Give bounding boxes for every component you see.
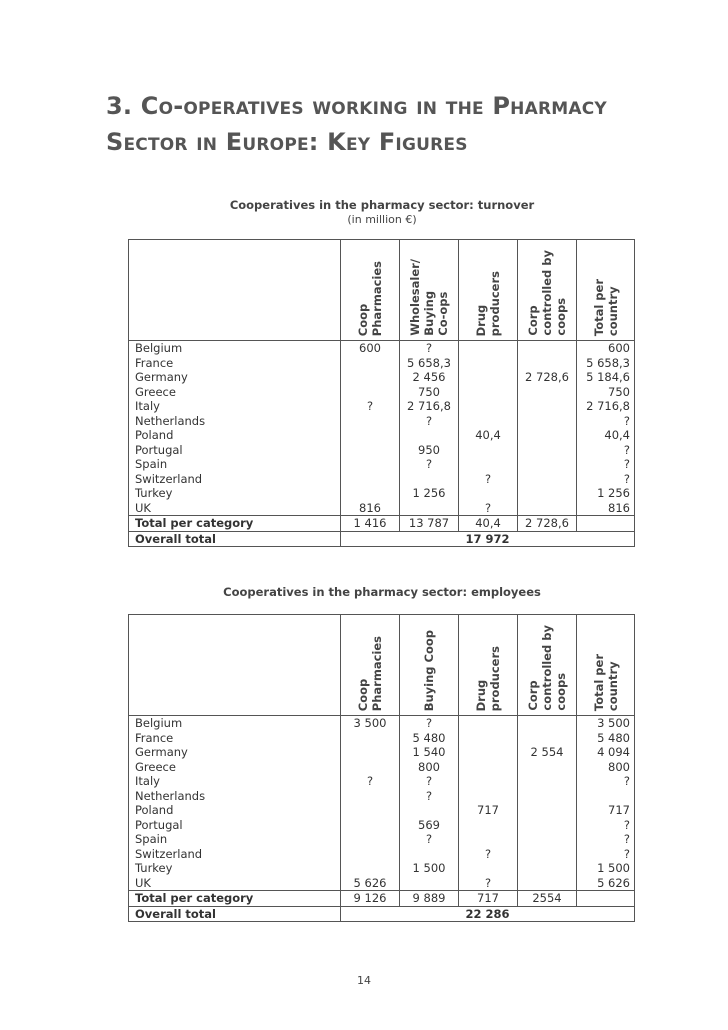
value-cell — [400, 847, 459, 862]
table-row — [129, 774, 635, 789]
value-cell — [341, 486, 400, 501]
value-cell — [518, 443, 577, 458]
total-per-category-cell — [577, 516, 635, 532]
country-cell: Belgium — [129, 716, 341, 731]
country-cell: Switzerland — [129, 472, 341, 487]
country-cell: Switzerland — [129, 847, 341, 862]
table-row — [129, 501, 635, 516]
value-cell — [459, 414, 518, 429]
table-row — [129, 716, 635, 731]
value-cell — [518, 501, 577, 516]
value-cell: 600 — [341, 341, 400, 356]
table-row — [129, 760, 635, 775]
value-cell — [518, 399, 577, 414]
value-cell — [341, 818, 400, 833]
value-cell: 750 — [577, 385, 635, 400]
turnover-table-title: Cooperatives in the pharmacy sector: turnover — [229, 198, 535, 212]
value-cell: 1 256 — [577, 486, 635, 501]
value-cell: ? — [400, 341, 459, 356]
value-cell: 2 716,8 — [577, 399, 635, 414]
value-cell: 5 480 — [577, 731, 635, 746]
table-row — [129, 832, 635, 847]
value-cell — [518, 486, 577, 501]
value-cell: ? — [577, 832, 635, 847]
table-row — [129, 789, 635, 804]
column-header — [341, 615, 400, 716]
value-cell — [459, 443, 518, 458]
value-cell: 1 500 — [577, 861, 635, 876]
value-cell — [400, 501, 459, 516]
table-header-row — [129, 240, 635, 341]
column-header — [459, 240, 518, 341]
value-cell — [459, 832, 518, 847]
value-cell: 600 — [577, 341, 635, 356]
column-header-label: Coop Pharmacies — [356, 635, 384, 711]
value-cell: 40,4 — [459, 428, 518, 443]
column-header-label: Corp controlled by coops — [526, 250, 568, 336]
value-cell: ? — [577, 457, 635, 472]
value-cell: ? — [341, 774, 400, 789]
value-cell: ? — [459, 876, 518, 891]
value-cell — [518, 789, 577, 804]
total-per-category-cell — [577, 891, 635, 907]
value-cell: 4 094 — [577, 745, 635, 760]
country-cell: Netherlands — [129, 414, 341, 429]
value-cell — [459, 731, 518, 746]
total-per-category-cell: 1 416 — [341, 516, 400, 532]
value-cell — [459, 486, 518, 501]
column-header — [577, 240, 635, 341]
value-cell — [459, 745, 518, 760]
table-row — [129, 876, 635, 891]
value-cell — [341, 745, 400, 760]
value-cell — [459, 457, 518, 472]
value-cell — [459, 399, 518, 414]
table-row — [129, 341, 635, 356]
value-cell: 3 500 — [577, 716, 635, 731]
table-row — [129, 818, 635, 833]
value-cell: ? — [400, 716, 459, 731]
value-cell: ? — [577, 847, 635, 862]
value-cell — [459, 341, 518, 356]
value-cell: 950 — [400, 443, 459, 458]
column-header-label: Total per country — [591, 278, 620, 336]
column-header-label: Total per country — [591, 653, 620, 711]
column-header-label: Drug producers — [474, 270, 502, 336]
value-cell: ? — [577, 472, 635, 487]
value-cell — [341, 443, 400, 458]
country-cell: France — [129, 356, 341, 371]
column-header — [400, 615, 459, 716]
value-cell: ? — [400, 774, 459, 789]
overall-total-label: Overall total — [129, 906, 341, 922]
value-cell — [341, 847, 400, 862]
total-per-category-cell: 2554 — [518, 891, 577, 907]
value-cell — [518, 716, 577, 731]
header-blank-cell — [129, 240, 341, 341]
value-cell — [341, 832, 400, 847]
value-cell: ? — [459, 847, 518, 862]
column-header — [518, 240, 577, 341]
value-cell — [518, 385, 577, 400]
country-cell: Turkey — [129, 861, 341, 876]
column-header-label: Wholesaler/ Buying Co-ops — [408, 259, 450, 336]
value-cell: 800 — [400, 760, 459, 775]
value-cell: 1 256 — [400, 486, 459, 501]
value-cell: 750 — [400, 385, 459, 400]
country-cell: Italy — [129, 774, 341, 789]
table-row — [129, 370, 635, 385]
value-cell — [459, 789, 518, 804]
value-cell — [518, 832, 577, 847]
value-cell: 1 540 — [400, 745, 459, 760]
value-cell: 40,4 — [577, 428, 635, 443]
value-cell: 717 — [459, 803, 518, 818]
table-row — [129, 457, 635, 472]
value-cell: 816 — [341, 501, 400, 516]
value-cell — [459, 356, 518, 371]
value-cell: 2 554 — [518, 745, 577, 760]
value-cell — [459, 370, 518, 385]
column-header — [518, 615, 577, 716]
value-cell: 1 500 — [400, 861, 459, 876]
total-per-category-label: Total per category — [129, 891, 341, 907]
value-cell: 2 716,8 — [400, 399, 459, 414]
value-cell — [341, 414, 400, 429]
table-row — [129, 356, 635, 371]
turnover-table-subtitle: (in million €) — [347, 213, 417, 226]
value-cell — [341, 472, 400, 487]
value-cell — [518, 774, 577, 789]
value-cell: ? — [400, 414, 459, 429]
value-cell — [459, 760, 518, 775]
country-cell: UK — [129, 501, 341, 516]
value-cell: ? — [577, 774, 635, 789]
value-cell — [518, 876, 577, 891]
value-cell — [518, 341, 577, 356]
country-cell: France — [129, 731, 341, 746]
country-cell: Belgium — [129, 341, 341, 356]
column-header — [341, 240, 400, 341]
value-cell — [400, 803, 459, 818]
value-cell — [341, 457, 400, 472]
value-cell — [577, 789, 635, 804]
value-cell — [518, 414, 577, 429]
value-cell — [518, 861, 577, 876]
value-cell — [341, 803, 400, 818]
value-cell — [518, 731, 577, 746]
total-per-category-cell: 9 889 — [400, 891, 459, 907]
country-cell: Spain — [129, 457, 341, 472]
value-cell: ? — [400, 457, 459, 472]
value-cell: 2 456 — [400, 370, 459, 385]
employees-table — [128, 614, 635, 922]
country-cell: Spain — [129, 832, 341, 847]
overall-total-value: 17 972 — [341, 531, 635, 547]
value-cell: ? — [459, 501, 518, 516]
column-header-label: Drug producers — [474, 645, 502, 711]
value-cell: 800 — [577, 760, 635, 775]
value-cell — [341, 370, 400, 385]
country-cell: Italy — [129, 399, 341, 414]
country-cell: Poland — [129, 803, 341, 818]
total-per-category-label: Total per category — [129, 516, 341, 532]
value-cell: 5 184,6 — [577, 370, 635, 385]
value-cell — [459, 716, 518, 731]
total-per-category-cell: 717 — [459, 891, 518, 907]
country-cell: Greece — [129, 385, 341, 400]
value-cell: 717 — [577, 803, 635, 818]
value-cell: ? — [400, 789, 459, 804]
column-header — [400, 240, 459, 341]
total-per-category-cell: 9 126 — [341, 891, 400, 907]
header-blank-cell — [129, 615, 341, 716]
value-cell — [518, 428, 577, 443]
value-cell — [518, 356, 577, 371]
value-cell: 569 — [400, 818, 459, 833]
value-cell — [341, 760, 400, 775]
value-cell — [518, 760, 577, 775]
country-cell: Germany — [129, 370, 341, 385]
section-heading-line1: 3. Co-operatives working in the Pharmacy — [106, 92, 607, 120]
value-cell: 2 728,6 — [518, 370, 577, 385]
total-per-category-row — [129, 891, 635, 907]
value-cell — [400, 876, 459, 891]
table-row — [129, 731, 635, 746]
total-per-category-cell: 40,4 — [459, 516, 518, 532]
page-number: 14 — [357, 974, 371, 987]
overall-total-row — [129, 906, 635, 922]
value-cell — [341, 385, 400, 400]
column-header — [577, 615, 635, 716]
country-cell: Portugal — [129, 818, 341, 833]
value-cell — [518, 803, 577, 818]
value-cell: 5 658,3 — [400, 356, 459, 371]
value-cell — [459, 385, 518, 400]
value-cell: ? — [459, 472, 518, 487]
table-row — [129, 385, 635, 400]
table-row — [129, 847, 635, 862]
column-header — [459, 615, 518, 716]
column-header-label: Buying Coop — [422, 629, 436, 711]
table-row — [129, 428, 635, 443]
value-cell: ? — [577, 818, 635, 833]
column-header-label: Coop Pharmacies — [356, 260, 384, 336]
value-cell: ? — [577, 414, 635, 429]
value-cell — [341, 428, 400, 443]
country-cell: Greece — [129, 760, 341, 775]
value-cell — [459, 774, 518, 789]
overall-total-value: 22 286 — [341, 906, 635, 922]
value-cell: 5 626 — [577, 876, 635, 891]
country-cell: Germany — [129, 745, 341, 760]
section-heading — [106, 88, 706, 160]
value-cell — [400, 472, 459, 487]
country-cell: Netherlands — [129, 789, 341, 804]
value-cell: ? — [577, 443, 635, 458]
table-row — [129, 745, 635, 760]
table-row — [129, 472, 635, 487]
value-cell: ? — [400, 832, 459, 847]
value-cell: 5 658,3 — [577, 356, 635, 371]
value-cell — [400, 428, 459, 443]
value-cell — [518, 457, 577, 472]
value-cell: 816 — [577, 501, 635, 516]
table-header-row — [129, 615, 635, 716]
value-cell — [459, 818, 518, 833]
country-cell: Poland — [129, 428, 341, 443]
country-cell: UK — [129, 876, 341, 891]
value-cell — [341, 731, 400, 746]
value-cell — [341, 356, 400, 371]
overall-total-row — [129, 531, 635, 547]
value-cell: 5 480 — [400, 731, 459, 746]
table-row — [129, 443, 635, 458]
table-row — [129, 861, 635, 876]
column-header-label: Corp controlled by coops — [526, 625, 568, 711]
value-cell: ? — [341, 399, 400, 414]
value-cell — [341, 789, 400, 804]
value-cell — [459, 861, 518, 876]
employees-table-title: Cooperatives in the pharmacy sector: employees — [223, 585, 541, 599]
table-row — [129, 486, 635, 501]
value-cell — [341, 861, 400, 876]
total-per-category-row — [129, 516, 635, 532]
total-per-category-cell: 13 787 — [400, 516, 459, 532]
value-cell: 5 626 — [341, 876, 400, 891]
table-row — [129, 803, 635, 818]
turnover-table — [128, 239, 635, 547]
country-cell: Turkey — [129, 486, 341, 501]
value-cell — [518, 847, 577, 862]
overall-total-label: Overall total — [129, 531, 341, 547]
section-heading-line2: Sector in Europe: Key Figures — [106, 128, 468, 156]
value-cell: 3 500 — [341, 716, 400, 731]
total-per-category-cell: 2 728,6 — [518, 516, 577, 532]
table-row — [129, 399, 635, 414]
country-cell: Portugal — [129, 443, 341, 458]
value-cell — [518, 472, 577, 487]
table-row — [129, 414, 635, 429]
value-cell — [518, 818, 577, 833]
